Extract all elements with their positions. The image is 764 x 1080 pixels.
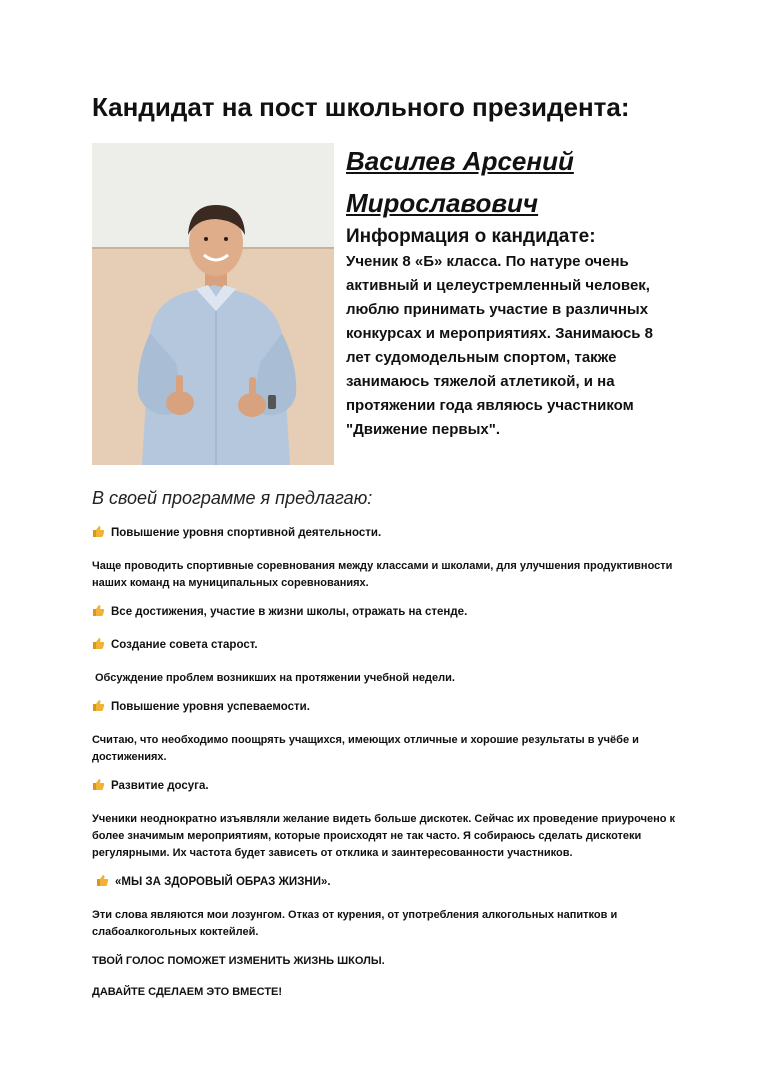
- thumbs-up-icon: [92, 699, 106, 718]
- program-point-text: Считаю, что необходимо поощрять учащихся, имеющих отличные и хорошие результаты в учёбе и достижениях.: [92, 734, 639, 763]
- program-point-title: Повышение уровня успеваемости.: [111, 701, 310, 713]
- program-point-text: Ученики неоднократно изъявляли желание видеть больше дискотек. Сейчас их проведение приурочено к более значимым мероприятиям, которые происходят не так часто. Я собираюсь сделать дискотеки регулярными. Их частота будет зависеть от отклика и заинтересованности участников.: [92, 813, 676, 859]
- thumbs-up-icon: [92, 637, 106, 656]
- program-point-title: Создание совета старост.: [111, 639, 258, 651]
- thumbs-up-icon: [96, 874, 110, 893]
- page-title: Кандидат на пост школьного президента:: [92, 92, 630, 122]
- closing-line-2: ДАВАЙТЕ СДЕЛАЕМ ЭТО ВМЕСТЕ!: [92, 986, 283, 998]
- program-heading: В своей программе я предлагаю:: [92, 488, 373, 508]
- program-point-title: «МЫ ЗА ЗДОРОВЫЙ ОБРАЗ ЖИЗНИ».: [115, 876, 331, 888]
- program-point: [92, 525, 682, 544]
- thumbs-up-icon: [92, 525, 106, 544]
- program-point-text: Чаще проводить спортивные соревнования между классами и школами, для улучшения продуктивности наших команд на муниципальных соревнованиях.: [92, 560, 673, 589]
- program-point: [92, 604, 682, 623]
- program-point-title: Повышение уровня спортивной деятельности.: [111, 527, 382, 539]
- program-point-text: Обсуждение проблем возникших на протяжении учебной недели.: [95, 672, 455, 684]
- program-point-title: Развитие досуга.: [111, 780, 209, 792]
- candidate-info-text: Ученик 8 «Б» класса. По натуре очень активный и целеустремленный человек, люблю принимать участие в различных конкурсах и мероприятиях. Занимаюсь 8 лет судомодельным спортом, также занимаюсь тяжелой атлетикой, и на протяжении года являюсь участником "Движение первых".: [346, 253, 654, 438]
- program-point: [92, 699, 682, 718]
- program-point: [92, 637, 682, 656]
- candidate-name: Василев Арсений Мирославович: [346, 146, 574, 218]
- info-heading: Информация о кандидате:: [346, 226, 596, 247]
- thumbs-up-icon: [92, 604, 106, 623]
- program-point: [92, 778, 682, 797]
- candidate-photo: [92, 143, 334, 465]
- thumbs-up-icon: [92, 778, 106, 797]
- program-point: [92, 874, 682, 893]
- program-point-text: Эти слова являются мои лозунгом. Отказ от курения, от употребления алкогольных напитков и слабоалкогольных коктейлей.: [92, 909, 618, 938]
- program-list: [92, 525, 682, 1015]
- closing-line-1: ТВОЙ ГОЛОС ПОМОЖЕТ ИЗМЕНИТЬ ЖИЗНЬ ШКОЛЫ.: [92, 955, 385, 967]
- program-point-title: Все достижения, участие в жизни школы, отражать на стенде.: [111, 606, 468, 618]
